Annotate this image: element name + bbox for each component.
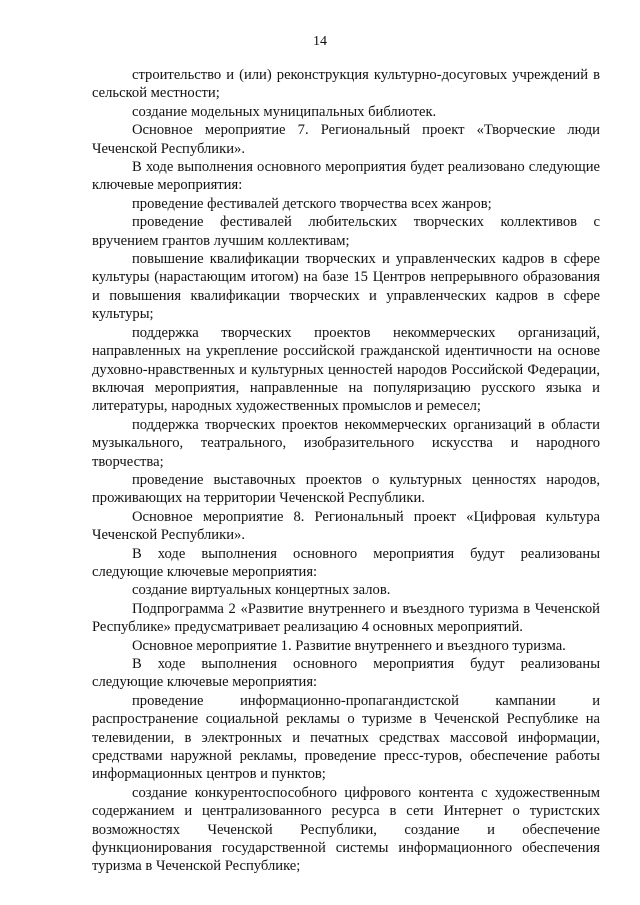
paragraph: Основное мероприятие 1. Развитие внутреннего и въездного туризма. — [132, 637, 566, 654]
paragraph: поддержка творческих проектов некоммерческих организаций в области музыкального, театрального, изобразительного искусства и народного творчества; — [92, 416, 600, 470]
paragraph: В ходе выполнения основного мероприятия будут реализованы следующие ключевые мероприятия: — [92, 656, 600, 691]
paragraph: поддержка творческих проектов некоммерческих организаций, направленных на укрепление российской гражданской идентичности на основе духовно-нравственных и культурных ценностей народов Российской Федерации, включая мероприятия, направленные на популяризацию русского языка и литературы, народных художественных промыслов и ремесел; — [92, 324, 600, 415]
paragraph: создание модельных муниципальных библиотек. — [132, 103, 437, 120]
paragraph: строительство и (или) реконструкция культурно-досуговых учреждений в сельской местности; — [92, 67, 600, 102]
paragraph: повышение квалификации творческих и управленческих кадров в сфере культуры (нарастающим итогом) на базе 15 Центров непрерывного образования и повышения квалификации творческих и управленческих кадров в сфере культуры; — [92, 251, 600, 323]
paragraph: проведение информационно-пропагандистской кампании и распространение социальной рекламы о туризме в Чеченской Республике на телевидении, в электронных и печатных средствах массовой информации, средствами наружной рекламы, проведение пресс-туров, обеспечение работы информационных центров и пунктов; — [92, 692, 600, 783]
paragraph: Основное мероприятие 7. Региональный проект «Творческие люди Чеченской Республики». — [92, 122, 600, 157]
paragraph: В ходе выполнения основного мероприятия будет реализовано следующие ключевые мероприятия: — [92, 159, 600, 194]
paragraph: проведение фестивалей любительских творческих коллективов с вручением грантов лучшим коллективам; — [92, 214, 600, 249]
page-number: 14 — [313, 34, 327, 49]
paragraph: В ходе выполнения основного мероприятия будут реализованы следующие ключевые мероприятия: — [92, 545, 600, 580]
paragraph: создание конкурентоспособного цифрового контента с художественным содержанием и централизованного ресурса в сети Интернет о туристских возможностях Чеченской Республики, создание и обеспечение функционирования государственной системы информационного обеспечения туризма в Чеченской Республике; — [92, 784, 600, 875]
paragraph: Подпрограмма 2 «Развитие внутреннего и въездного туризма в Чеченской Республике» предусматривает реализацию 4 основных мероприятий. — [92, 600, 600, 636]
paragraph: проведение выставочных проектов о культурных ценностях народов, проживающих на территории Чеченской Республики. — [92, 471, 600, 507]
paragraph: проведение фестивалей детского творчества всех жанров; — [132, 195, 492, 212]
document-body — [92, 66, 600, 876]
paragraph: Основное мероприятие 8. Региональный проект «Цифровая культура Чеченской Республики». — [92, 508, 600, 544]
paragraph: создание виртуальных концертных залов. — [132, 582, 391, 599]
